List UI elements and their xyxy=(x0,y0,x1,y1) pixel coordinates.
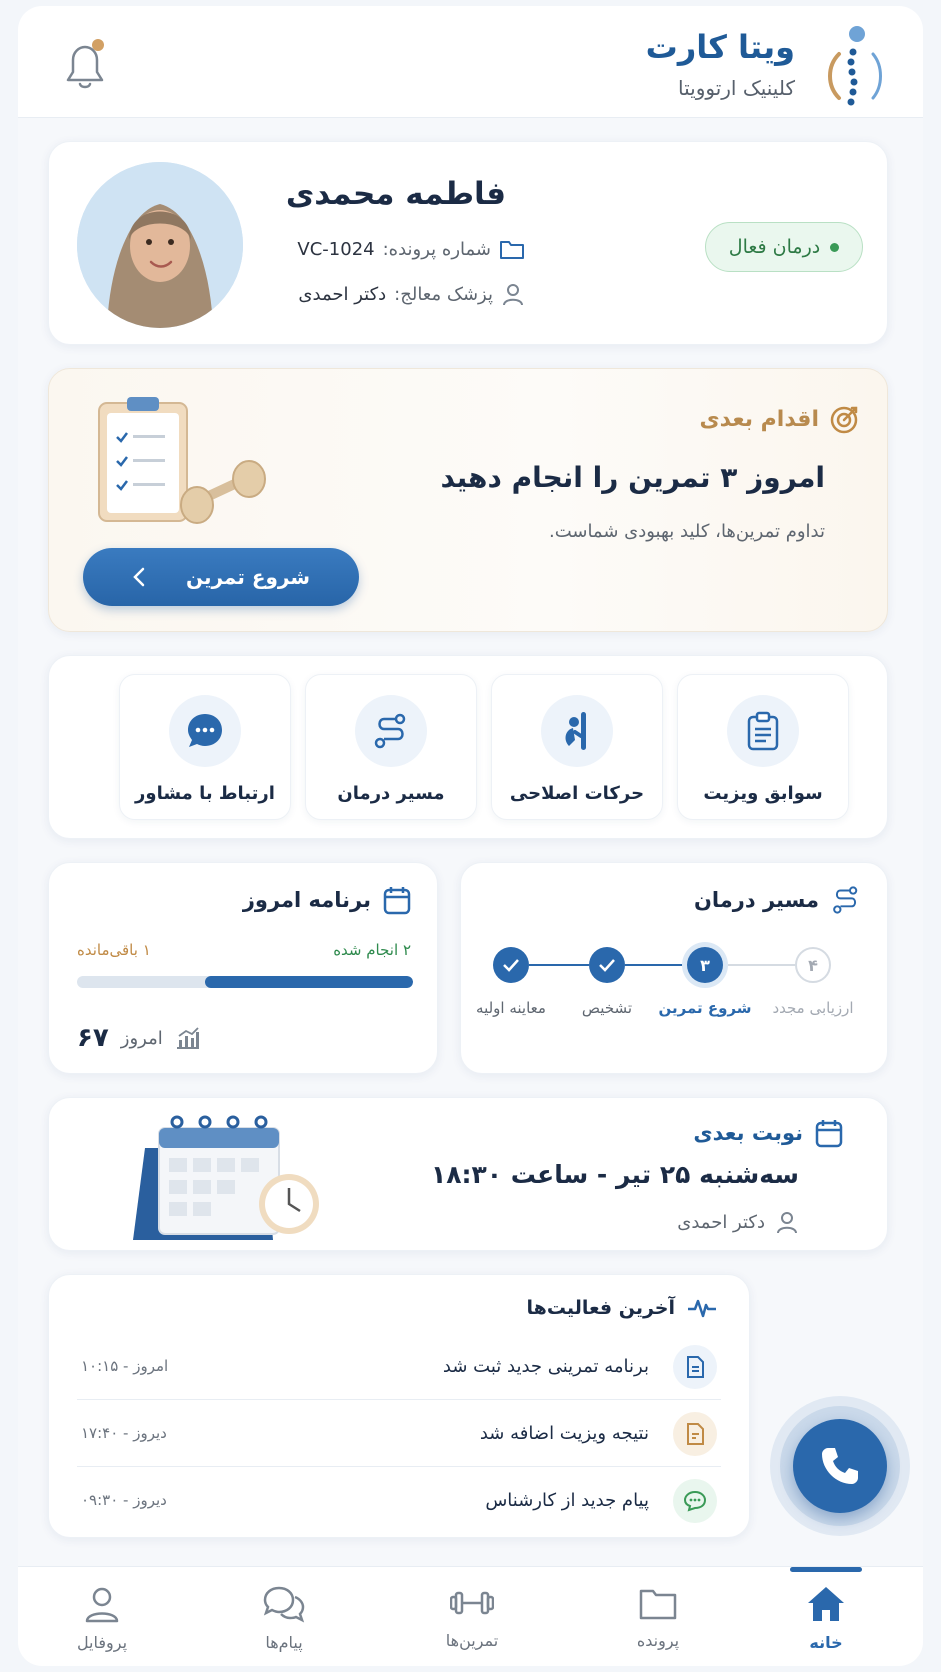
nav-profile[interactable]: پروفایل xyxy=(32,1585,172,1652)
clipboard-icon xyxy=(746,711,780,751)
done-count: ۲ انجام شده xyxy=(333,941,411,959)
appointment-doctor: دکتر احمدی xyxy=(677,1210,799,1234)
message-icon xyxy=(673,1479,717,1523)
start-exercise-button[interactable]: شروع تمرین xyxy=(83,548,359,606)
route-icon xyxy=(831,885,861,915)
quick-action-treatment-path[interactable]: مسیر درمان xyxy=(305,674,477,820)
next-action-subtitle: تداوم تمرین‌ها، کلید بهبودی شماست. xyxy=(548,521,825,542)
dumbbell-icon xyxy=(450,1585,494,1621)
path-step-initial-exam xyxy=(493,947,529,983)
active-tab-indicator xyxy=(790,1567,862,1572)
chat-icon xyxy=(185,711,225,751)
nav-messages[interactable]: پیام‌ها xyxy=(214,1585,354,1652)
bell-icon[interactable] xyxy=(60,36,110,92)
user-icon xyxy=(501,282,525,306)
next-action-title: امروز ۳ تمرین را انجام دهید xyxy=(440,461,825,494)
path-step-label: معاینه اولیه xyxy=(476,999,546,1017)
nav-exercises[interactable]: تمرین‌ها xyxy=(402,1585,542,1650)
target-icon xyxy=(829,403,861,435)
status-text: درمان فعال xyxy=(728,236,821,258)
recent-activities-card xyxy=(48,1274,750,1538)
bottom-navigation xyxy=(18,1566,923,1666)
activity-item[interactable]: نتیجه ویزیت اضافه شد دیروز - ۱۷:۴۰ xyxy=(77,1400,721,1466)
phone-icon xyxy=(818,1444,862,1488)
doctor-value: دکتر احمدی xyxy=(298,283,387,305)
path-step-label: تشخیص xyxy=(581,999,633,1017)
quick-action-visit-history[interactable]: سوابق ویزیت xyxy=(677,674,849,820)
avatar xyxy=(77,162,243,328)
profile-card xyxy=(48,141,888,345)
brand-subtitle: کلینیک ارتوویتا xyxy=(678,76,795,100)
appointment-datetime: سه‌شنبه ۲۵ تیر - ساعت ۱۸:۳۰ xyxy=(430,1160,799,1189)
progress-bar xyxy=(77,976,413,988)
treatment-path-card[interactable] xyxy=(460,862,888,1074)
chevron-left-icon xyxy=(132,566,146,588)
quick-action-corrective-moves[interactable]: حرکات اصلاحی xyxy=(491,674,663,820)
bar-chart-icon xyxy=(175,1026,201,1050)
home-icon xyxy=(806,1585,846,1623)
file-number-value: VC-1024 xyxy=(297,238,375,260)
path-step-label: ارزیابی مجدد xyxy=(772,999,854,1017)
next-appointment-card[interactable] xyxy=(48,1097,888,1251)
path-step-label: شروع تمرین xyxy=(658,999,752,1017)
next-appointment-heading: نوبت بعدی xyxy=(693,1118,843,1148)
user-icon xyxy=(775,1210,799,1234)
folder-icon xyxy=(638,1585,678,1621)
call-button[interactable] xyxy=(793,1419,887,1513)
status-dot xyxy=(830,243,839,252)
posture-icon xyxy=(559,710,595,752)
spine-logo-icon xyxy=(817,24,887,110)
next-action-card xyxy=(48,368,888,632)
clipboard-dumbbell-illustration xyxy=(97,393,267,533)
file-number-row xyxy=(297,238,525,260)
nav-home[interactable]: خانه xyxy=(756,1585,896,1652)
check-icon xyxy=(598,958,616,972)
activity-item[interactable]: برنامه تمرینی جدید ثبت شد امروز - ۱۰:۱۵ xyxy=(77,1333,721,1399)
app-header xyxy=(18,6,923,118)
recent-activities-heading: آخرین فعالیت‌ها xyxy=(527,1297,717,1319)
report-icon xyxy=(673,1412,717,1456)
path-step-reassessment: ۴ xyxy=(795,947,831,983)
brand-title: ویتا کارت xyxy=(645,28,795,66)
steps-today: امروز ۶۷ xyxy=(77,1023,201,1053)
today-program-card[interactable] xyxy=(48,862,438,1074)
path-connector xyxy=(529,964,589,966)
folder-icon xyxy=(499,238,525,260)
path-step-start-exercise: ۳ xyxy=(687,947,723,983)
treatment-path-heading: مسیر درمان xyxy=(694,885,861,915)
check-icon xyxy=(502,958,520,972)
status-badge xyxy=(705,222,863,272)
calendar-icon xyxy=(383,885,411,915)
calendar-icon xyxy=(815,1118,843,1148)
quick-actions-card xyxy=(48,655,888,839)
doctor-label: پزشک معالج: xyxy=(394,283,493,305)
file-number-label: شماره پرونده: xyxy=(382,238,491,260)
today-program-heading: برنامه امروز xyxy=(243,885,411,915)
calendar-clock-illustration xyxy=(105,1108,335,1244)
app-screen xyxy=(18,6,923,1666)
progress-fill xyxy=(205,976,413,988)
quick-action-contact-advisor[interactable]: ارتباط با مشاور xyxy=(119,674,291,820)
patient-name: فاطمه محمدی xyxy=(285,176,506,212)
user-icon xyxy=(83,1585,121,1623)
doctor-row xyxy=(298,282,525,306)
route-icon xyxy=(372,712,410,750)
path-connector xyxy=(625,964,687,966)
path-step-diagnosis xyxy=(589,947,625,983)
activity-item[interactable]: پیام جدید از کارشناس دیروز - ۰۹:۳۰ xyxy=(77,1467,721,1533)
next-action-heading: اقدام بعدی xyxy=(699,403,861,435)
path-connector xyxy=(723,964,795,966)
pulse-icon xyxy=(687,1297,717,1319)
document-icon xyxy=(673,1345,717,1389)
remaining-count: ۱ باقی‌مانده xyxy=(77,941,151,959)
nav-file[interactable]: پرونده xyxy=(588,1585,728,1650)
chat-bubbles-icon xyxy=(263,1585,305,1623)
notification-dot xyxy=(92,39,104,51)
